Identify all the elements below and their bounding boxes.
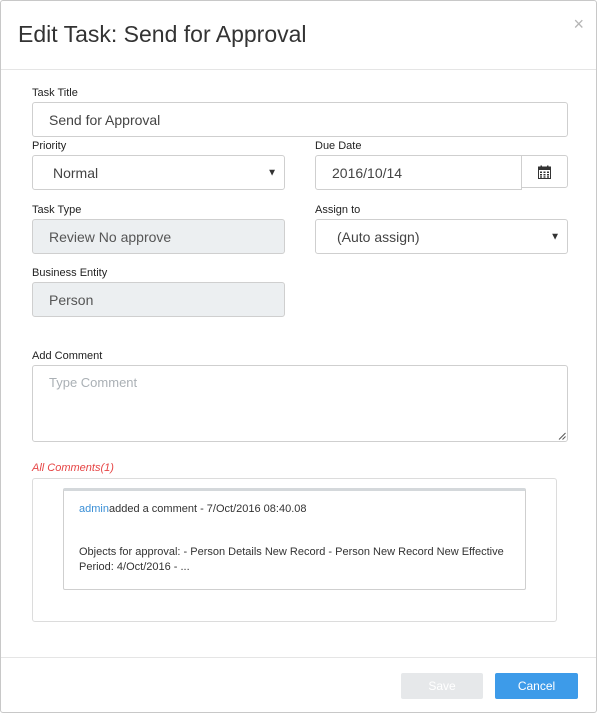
calendar-icon bbox=[538, 165, 551, 179]
task-type-field bbox=[32, 219, 285, 254]
resize-grip-icon[interactable] bbox=[558, 432, 566, 440]
calendar-button[interactable] bbox=[521, 155, 568, 188]
dialog-header bbox=[1, 1, 596, 70]
business-entity-label: Business Entity bbox=[32, 267, 108, 279]
task-title-input[interactable] bbox=[32, 102, 568, 137]
caret-down-icon: ▼ bbox=[267, 167, 277, 178]
task-type-value: Review No approve bbox=[49, 228, 172, 245]
comment-body: Objects for approval: - Person Details New Record - Person New Record New Effective Period: 4/Oct/2016 - ... bbox=[79, 546, 504, 573]
comment-textarea[interactable] bbox=[32, 365, 568, 442]
due-date-label: Due Date bbox=[315, 140, 362, 152]
priority-value: Normal bbox=[53, 164, 99, 181]
caret-down-icon: ▼ bbox=[550, 231, 560, 242]
save-button[interactable]: Save bbox=[401, 673, 483, 699]
business-entity-value: Person bbox=[49, 291, 94, 308]
comment-meta: added a comment - 7/Oct/2016 08:40.08 bbox=[108, 503, 307, 515]
all-comments-header[interactable]: All Comments(1) bbox=[32, 462, 114, 474]
comment-author-link[interactable]: admin bbox=[79, 503, 109, 515]
due-date-value: 2016/10/14 bbox=[332, 164, 403, 181]
task-title-label: Task Title bbox=[32, 87, 78, 99]
add-comment-label: Add Comment bbox=[32, 350, 103, 362]
assign-to-value: (Auto assign) bbox=[337, 228, 420, 245]
priority-label: Priority bbox=[32, 140, 67, 152]
business-entity-field bbox=[32, 282, 285, 317]
due-date-input[interactable] bbox=[315, 155, 522, 190]
task-type-label: Task Type bbox=[32, 204, 82, 216]
close-icon[interactable]: × bbox=[573, 14, 584, 34]
assign-to-select[interactable] bbox=[315, 219, 568, 254]
task-title-value: Send for Approval bbox=[49, 111, 161, 128]
comment-header bbox=[79, 503, 307, 515]
cancel-button[interactable]: Cancel bbox=[495, 673, 578, 699]
dialog-title: Edit Task: Send for Approval bbox=[18, 21, 307, 47]
assign-to-label: Assign to bbox=[315, 204, 361, 216]
footer-divider bbox=[1, 657, 596, 658]
comment-card bbox=[63, 488, 526, 590]
priority-select[interactable] bbox=[32, 155, 285, 190]
